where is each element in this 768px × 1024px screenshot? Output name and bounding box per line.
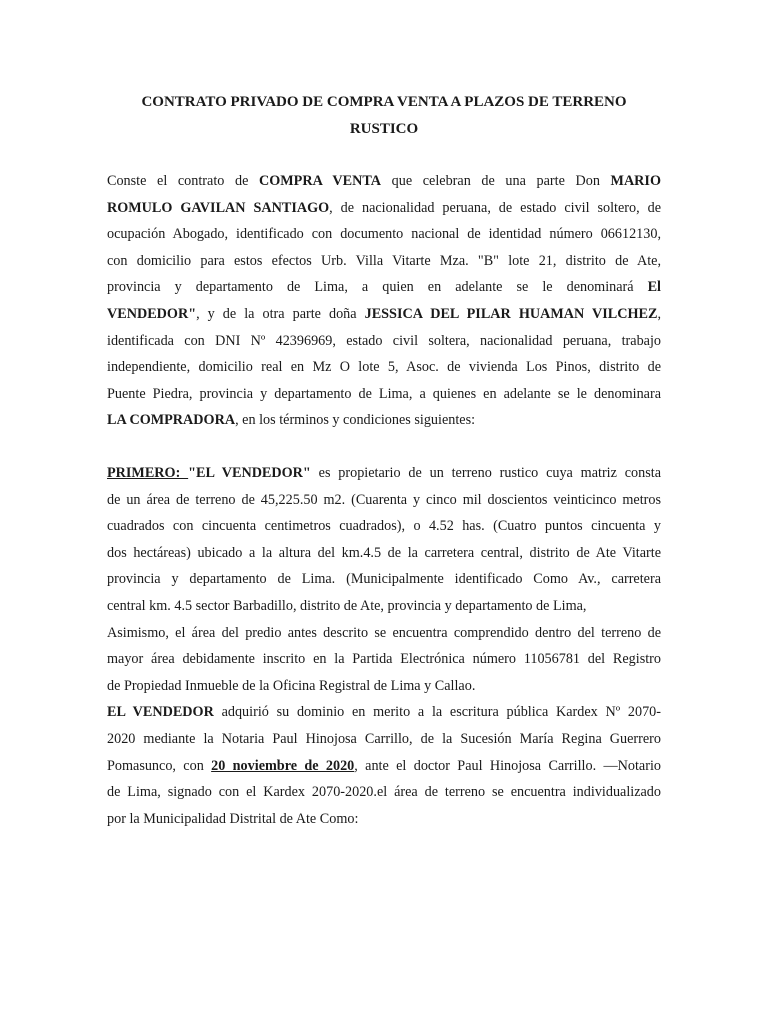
- text-line: provincia y departamento de Lima, a quien en adelante se le denominará El: [107, 279, 661, 296]
- text-line: VENDEDOR", y de la otra parte doña JESSICA DEL PILAR HUAMAN VILCHEZ,: [107, 305, 661, 322]
- document-title: [107, 89, 661, 143]
- clause-heading: PRIMERO:: [107, 465, 189, 481]
- text-line: con domicilio para estos efectos Urb. Villa Vitarte Mza. "B" lote 21, distrito de Ate,: [107, 252, 661, 269]
- clause-primero: [107, 460, 661, 832]
- text-line: mayor área debidamente inscrito en la Partida Electrónica número 11056781 del Registro: [107, 651, 661, 668]
- text-line: de Lima, signado con el Kardex 2070-2020.el área de terreno se encuentra individualizado: [107, 784, 661, 801]
- title-line-2: RUSTICO: [349, 121, 419, 137]
- text-line: independiente, domicilio real en Mz O lote 5, Asoc. de vivienda Los Pinos, distrito de: [107, 359, 661, 376]
- text-line: Pomasunco, con 20 noviembre de 2020, ante el doctor Paul Hinojosa Carrillo. —Notario: [107, 757, 661, 774]
- intro-paragraph: [107, 168, 661, 434]
- text-line: Puente Piedra, provincia y departamento de Lima, a quienes en adelante se le denominara: [107, 385, 661, 402]
- text-line: ocupación Abogado, identificado con documento nacional de identidad número 06612130,: [107, 226, 661, 243]
- text-line: central km. 4.5 sector Barbadillo, distrito de Ate, provincia y departamento de Lima,: [107, 597, 587, 614]
- text-line: Asimismo, el área del predio antes descrito se encuentra comprendido dentro del terreno de: [107, 624, 661, 641]
- text-line: provincia y departamento de Lima. (Municipalmente identificado Como Av., carretera: [107, 571, 661, 588]
- text-line: cuadrados con cincuenta centimetros cuadrados), o 4.52 has. (Cuatro puntos cincuenta y: [107, 518, 661, 535]
- text-line: PRIMERO: "EL VENDEDOR" es propietario de un terreno rustico cuya matriz consta: [107, 465, 661, 481]
- text-line: LA COMPRADORA, en los términos y condiciones siguientes:: [107, 412, 476, 429]
- text-line: 2020 mediante la Notaria Paul Hinojosa Carrillo, de la Sucesión María Regina Guerrero: [107, 730, 661, 747]
- text-line: de Propiedad Inmueble de la Oficina Registral de Lima y Callao.: [107, 677, 476, 694]
- text-line: EL VENDEDOR adquirió su dominio en merito a la escritura pública Kardex Nº 2070-: [107, 704, 662, 721]
- title-line-1: CONTRATO PRIVADO DE COMPRA VENTA A PLAZOS DE TERRENO: [141, 94, 627, 110]
- text-line: por la Municipalidad Distrital de Ate Como:: [107, 810, 359, 827]
- text-line: de un área de terreno de 45,225.50 m2. (Cuarenta y cinco mil doscientos veinticinco metros: [107, 491, 661, 508]
- text-line: Conste el contrato de COMPRA VENTA que celebran de una parte Don MARIO: [107, 173, 661, 189]
- date-highlight: 20 noviembre de 2020: [211, 757, 355, 774]
- text-line: identificada con DNI Nº 42396969, estado civil soltera, nacionalidad peruana, trabajo: [107, 332, 661, 349]
- text-line: dos hectáreas) ubicado a la altura del km.4.5 de la carretera central, distrito de Ate Vitarte: [107, 544, 661, 561]
- text-line: ROMULO GAVILAN SANTIAGO, de nacionalidad peruana, de estado civil soltero, de: [107, 199, 661, 216]
